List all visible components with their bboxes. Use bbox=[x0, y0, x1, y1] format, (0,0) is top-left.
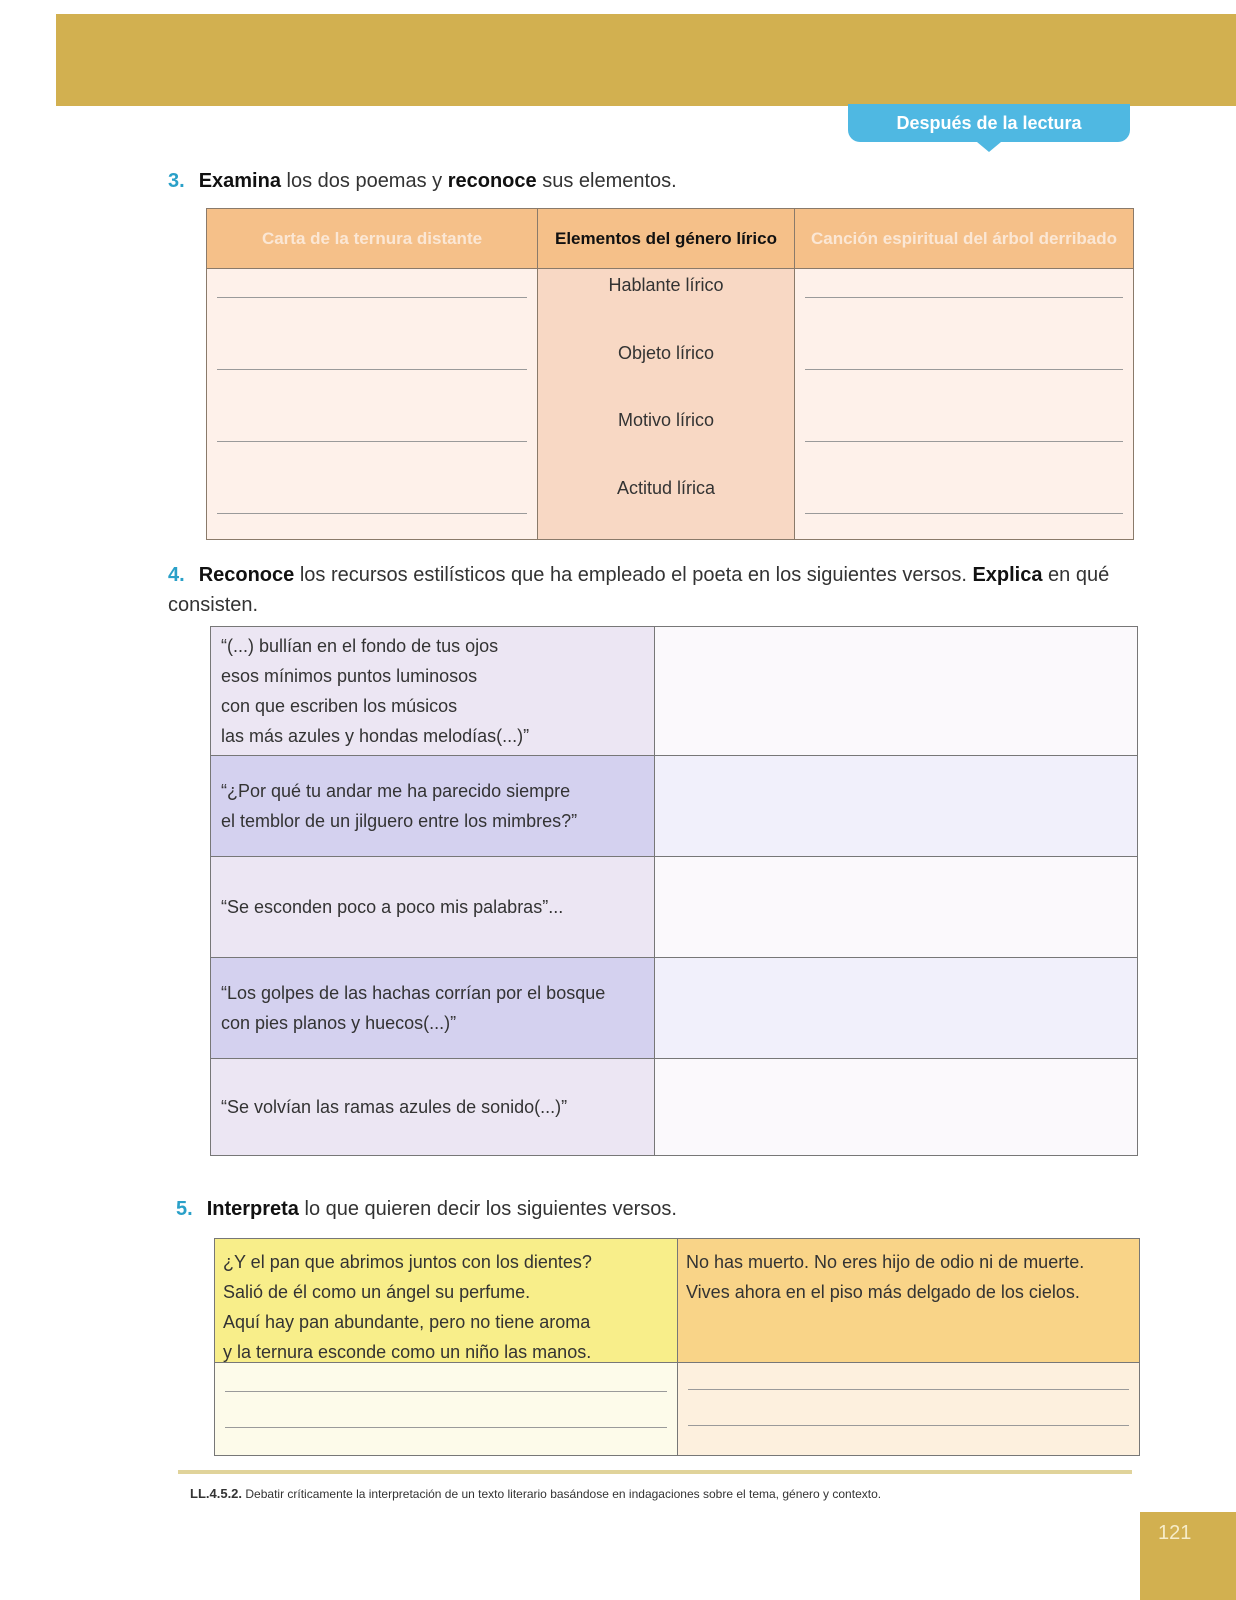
verse-line: No has muerto. No eres hijo de odio ni de muerte. bbox=[686, 1252, 1085, 1272]
lyric-elements-table bbox=[206, 208, 1134, 540]
skill-text: Debatir críticamente la interpretación de un texto literario basándose en indagaciones sobre el tema, género y contexto. bbox=[245, 1487, 882, 1501]
column-header: Elementos del género lírico bbox=[538, 209, 794, 269]
verse-line: Vives ahora en el piso más delgado de los cielos. bbox=[686, 1282, 1080, 1302]
verse-line: “¿Por qué tu andar me ha parecido siempre bbox=[221, 781, 571, 801]
column-poem-1 bbox=[207, 209, 538, 539]
instruction-text: en qué consisten. bbox=[168, 564, 1110, 616]
right-column bbox=[678, 1239, 1139, 1455]
verse-cell bbox=[211, 857, 655, 957]
verse-line: “Se volvían las ramas azules de sonido(...)” bbox=[221, 1097, 568, 1117]
answer-cell[interactable] bbox=[655, 958, 1137, 1058]
verse-line: “(...) bullían en el fondo de tus ojos bbox=[221, 636, 499, 656]
verse-line: el temblor de un jilguero entre los mimbres?” bbox=[221, 811, 578, 831]
element-label: Motivo lírico bbox=[617, 410, 715, 430]
answer-cell[interactable] bbox=[655, 756, 1137, 856]
column-poem-2 bbox=[795, 209, 1133, 539]
stylistic-resources-table bbox=[210, 626, 1138, 1156]
instruction-text: lo que quieren decir los siguientes versos. bbox=[304, 1198, 677, 1220]
table-row bbox=[211, 627, 1137, 756]
verse-line: con que escriben los músicos bbox=[221, 696, 458, 716]
element-label: Actitud lírica bbox=[616, 477, 716, 498]
exercise-4-heading bbox=[168, 560, 1134, 620]
verse-line: ¿Y el pan que abrimos juntos con los dientes? bbox=[223, 1252, 592, 1272]
section-tab: Después de la lectura bbox=[848, 104, 1130, 142]
answer-line[interactable] bbox=[688, 1389, 1129, 1390]
header-band bbox=[56, 14, 1236, 106]
verse-line: y la ternura esconde como un niño las manos. bbox=[223, 1342, 592, 1362]
instruction-text: los recursos estilísticos que ha empleado el poeta en los siguientes versos. bbox=[299, 564, 967, 586]
answer-line[interactable] bbox=[217, 441, 527, 442]
verse-line: las más azules y hondas melodías(...)” bbox=[221, 726, 530, 746]
instruction-verb: Interpreta bbox=[206, 1198, 299, 1220]
verse-quote bbox=[215, 1239, 677, 1363]
exercise-3-heading bbox=[168, 170, 677, 193]
verse-cell bbox=[211, 1059, 655, 1155]
answer-line[interactable] bbox=[688, 1425, 1129, 1426]
column-header: Carta de la ternura distante bbox=[207, 209, 537, 269]
exercise-number: 4. bbox=[168, 564, 185, 586]
verse-quote bbox=[678, 1239, 1139, 1363]
verse-cell bbox=[211, 756, 655, 856]
answer-line[interactable] bbox=[217, 297, 527, 298]
footer-note bbox=[190, 1486, 881, 1501]
column-header: Canción espiritual del árbol derribado bbox=[795, 209, 1133, 269]
instruction-verb: Reconoce bbox=[198, 564, 295, 586]
elements-list bbox=[538, 269, 794, 539]
answer-line[interactable] bbox=[217, 513, 527, 514]
footer-divider bbox=[178, 1470, 1132, 1474]
exercise-5-heading bbox=[176, 1198, 677, 1221]
table-row bbox=[211, 958, 1137, 1059]
answer-cell[interactable] bbox=[655, 627, 1137, 755]
column-elements bbox=[538, 209, 795, 539]
answer-line[interactable] bbox=[225, 1427, 667, 1428]
answer-line[interactable] bbox=[805, 369, 1123, 370]
element-label: Hablante lírico bbox=[608, 275, 724, 295]
verse-line: Salió de él como un ángel su perfume. bbox=[223, 1282, 531, 1302]
answer-line[interactable] bbox=[805, 297, 1123, 298]
exercise-number: 3. bbox=[168, 170, 185, 192]
page-number: 121 bbox=[1140, 1512, 1236, 1600]
instruction-text: sus elementos. bbox=[542, 170, 677, 192]
answer-area[interactable] bbox=[795, 269, 1133, 539]
interpretation-table bbox=[214, 1238, 1140, 1456]
answer-line[interactable] bbox=[225, 1391, 667, 1392]
table-row bbox=[211, 1059, 1137, 1155]
instruction-verb: Explica bbox=[972, 564, 1043, 586]
verse-line: Aquí hay pan abundante, pero no tiene aroma bbox=[223, 1312, 591, 1332]
instruction-verb: Examina bbox=[198, 170, 281, 192]
exercise-number: 5. bbox=[176, 1198, 193, 1220]
verse-line: “Los golpes de las hachas corrían por el bosque bbox=[221, 983, 606, 1003]
answer-area[interactable] bbox=[678, 1363, 1139, 1455]
left-column bbox=[215, 1239, 678, 1455]
instruction-verb: reconoce bbox=[447, 170, 537, 192]
table-row bbox=[211, 756, 1137, 857]
answer-line[interactable] bbox=[805, 513, 1123, 514]
answer-cell[interactable] bbox=[655, 857, 1137, 957]
verse-line: “Se esconden poco a poco mis palabras”... bbox=[221, 897, 564, 917]
answer-line[interactable] bbox=[217, 369, 527, 370]
verse-cell bbox=[211, 958, 655, 1058]
answer-area[interactable] bbox=[215, 1363, 677, 1455]
element-label: Objeto lírico bbox=[617, 342, 715, 363]
table-row bbox=[211, 857, 1137, 958]
answer-line[interactable] bbox=[805, 441, 1123, 442]
skill-code: LL.4.5.2. bbox=[190, 1486, 243, 1501]
verse-line: esos mínimos puntos luminosos bbox=[221, 666, 478, 686]
instruction-text: los dos poemas y bbox=[286, 170, 443, 192]
verse-line: con pies planos y huecos(...)” bbox=[221, 1013, 457, 1033]
verse-cell bbox=[211, 627, 655, 755]
answer-area[interactable] bbox=[207, 269, 537, 539]
answer-cell[interactable] bbox=[655, 1059, 1137, 1155]
